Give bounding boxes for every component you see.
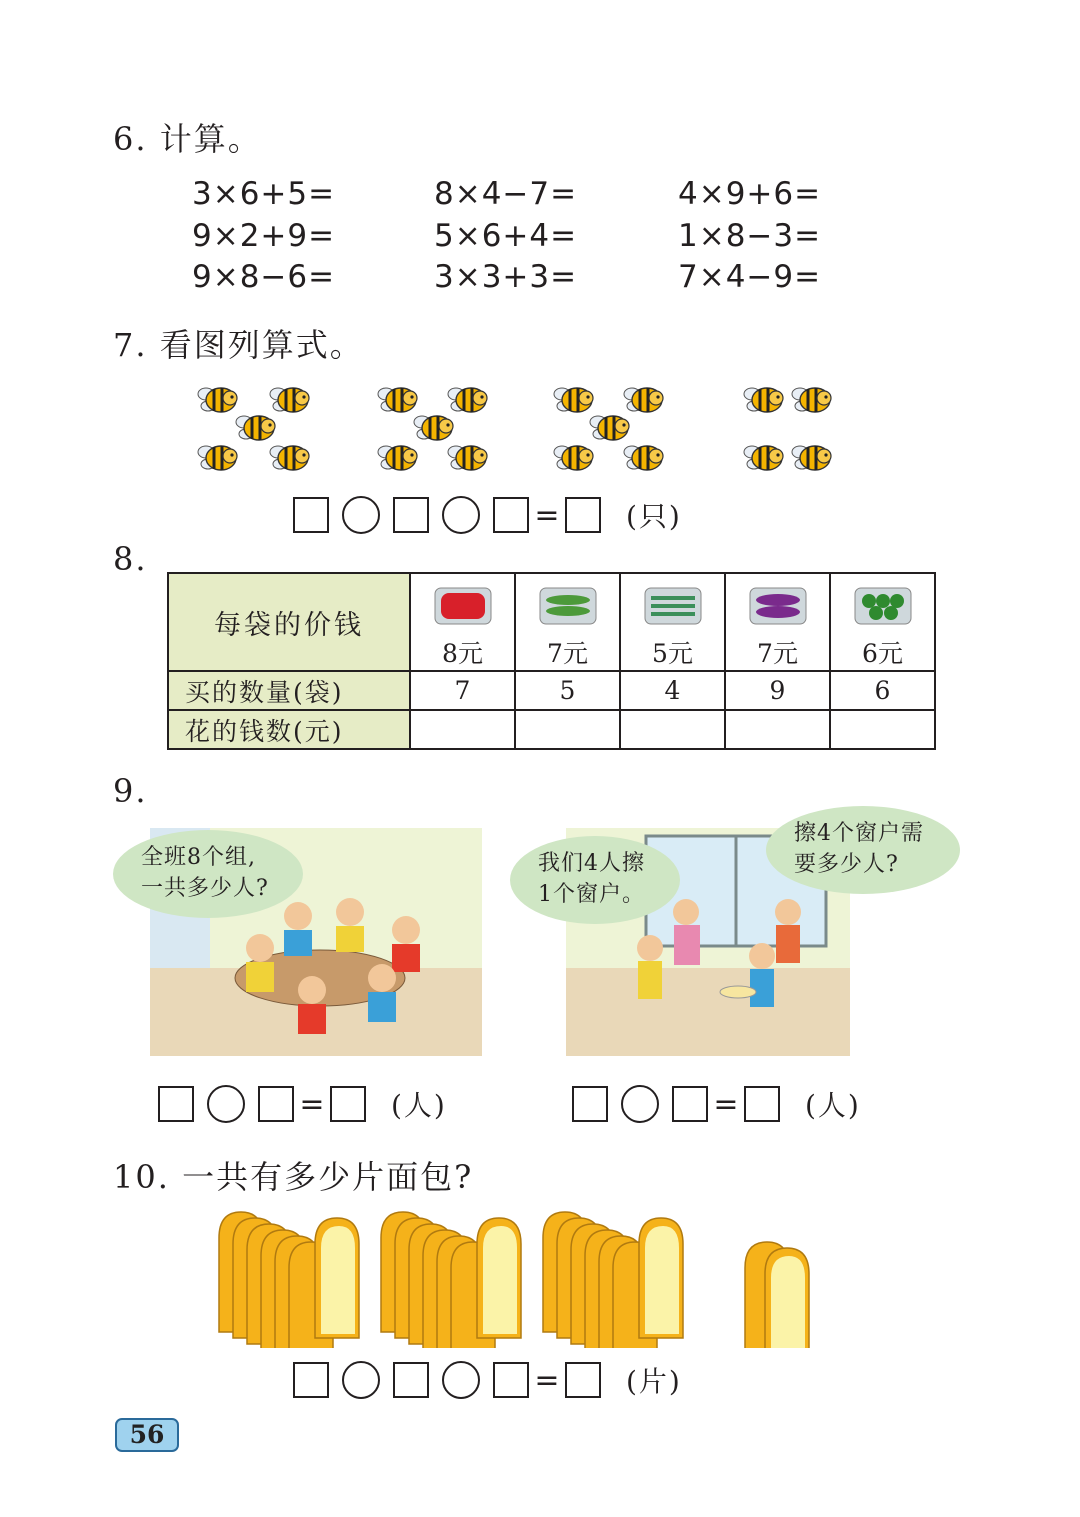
answer-cell[interactable] xyxy=(725,710,830,749)
q9-heading: 9. xyxy=(113,772,148,810)
row-header: 每袋的价钱 xyxy=(168,573,410,671)
q8-heading: 8. xyxy=(113,540,148,578)
bee-group-1 xyxy=(198,388,309,470)
bee-group-3 xyxy=(554,388,663,470)
bubble-line: 擦4个窗户需 xyxy=(794,821,924,846)
answer-cell[interactable] xyxy=(830,710,935,749)
expression: 9×2+9= xyxy=(192,218,336,254)
price-table xyxy=(167,572,936,750)
page-number: 56 xyxy=(115,1418,179,1452)
answer-cell[interactable] xyxy=(620,710,725,749)
q6-heading: 6. 计算。 xyxy=(113,120,262,158)
right-speech-bubble-1 xyxy=(510,836,680,924)
q9-left-answer-row xyxy=(158,1084,447,1124)
bread-group-1 xyxy=(219,1212,359,1348)
unit-label: (人) xyxy=(391,1089,447,1122)
answer-box[interactable] xyxy=(158,1086,194,1122)
item-price: 7元 xyxy=(757,639,798,668)
operator-circle[interactable] xyxy=(342,1361,380,1399)
quantity-cell: 6 xyxy=(830,671,935,710)
bread-group-3 xyxy=(543,1212,683,1348)
q9-right-answer-row xyxy=(572,1084,861,1124)
equals-sign: = xyxy=(534,1362,560,1398)
q7-heading: 7. 看图列算式。 xyxy=(113,326,364,364)
item-price: 7元 xyxy=(547,639,588,668)
q10-answer-row xyxy=(293,1360,682,1400)
right-speech-bubble-2 xyxy=(766,806,960,894)
bubble-line: 我们4人擦 xyxy=(538,851,645,876)
expression: 4×9+6= xyxy=(678,176,822,212)
green-pepper-bag-icon xyxy=(851,584,915,628)
answer-box[interactable] xyxy=(744,1086,780,1122)
unit-label: (人) xyxy=(805,1089,861,1122)
quantity-cell: 9 xyxy=(725,671,830,710)
unit-label: (片) xyxy=(626,1365,682,1398)
expression: 8×4−7= xyxy=(434,176,578,212)
bee-group-2 xyxy=(378,388,487,470)
quantity-cell: 4 xyxy=(620,671,725,710)
expression: 3×6+5= xyxy=(192,176,336,212)
row-header: 花的钱数(元) xyxy=(168,710,410,749)
answer-box[interactable] xyxy=(672,1086,708,1122)
expression: 1×8−3= xyxy=(678,218,822,254)
row-header: 买的数量(袋) xyxy=(168,671,410,710)
expression: 5×6+4= xyxy=(434,218,578,254)
answer-box[interactable] xyxy=(293,1362,329,1398)
table-row xyxy=(168,710,935,749)
operator-circle[interactable] xyxy=(442,1361,480,1399)
table-row xyxy=(168,671,935,710)
answer-box[interactable] xyxy=(258,1086,294,1122)
bubble-line: 一共多少人? xyxy=(141,876,269,901)
item-cell xyxy=(725,573,830,671)
operator-circle[interactable] xyxy=(442,496,480,534)
left-speech-bubble xyxy=(113,830,303,918)
red-vegetable-bag-icon xyxy=(431,584,495,628)
equals-sign: = xyxy=(713,1086,739,1122)
bread-group-2 xyxy=(381,1212,521,1348)
bread-group-4 xyxy=(745,1242,809,1348)
expression: 7×4−9= xyxy=(678,259,822,295)
answer-box[interactable] xyxy=(493,497,529,533)
quantity-cell: 5 xyxy=(515,671,620,710)
answer-box[interactable] xyxy=(493,1362,529,1398)
answer-box[interactable] xyxy=(572,1086,608,1122)
answer-cell[interactable] xyxy=(410,710,515,749)
bread-slices-illustration xyxy=(215,1208,815,1348)
operator-circle[interactable] xyxy=(621,1085,659,1123)
answer-box[interactable] xyxy=(565,497,601,533)
bubble-line: 全班8个组, xyxy=(141,845,256,870)
answer-box[interactable] xyxy=(565,1362,601,1398)
item-price: 8元 xyxy=(442,639,483,668)
unit-label: (只) xyxy=(626,500,682,533)
item-cell xyxy=(410,573,515,671)
green-onion-bag-icon xyxy=(641,584,705,628)
bubble-line: 要多少人? xyxy=(794,852,899,877)
bee-groups-illustration xyxy=(190,372,850,482)
equals-sign: = xyxy=(299,1086,325,1122)
expression: 9×8−6= xyxy=(192,259,336,295)
item-price: 6元 xyxy=(862,639,903,668)
cucumber-bag-icon xyxy=(536,584,600,628)
equals-sign: = xyxy=(534,497,560,533)
eggplant-bag-icon xyxy=(746,584,810,628)
answer-box[interactable] xyxy=(330,1086,366,1122)
item-cell xyxy=(515,573,620,671)
operator-circle[interactable] xyxy=(207,1085,245,1123)
answer-box[interactable] xyxy=(393,497,429,533)
item-price: 5元 xyxy=(652,639,693,668)
answer-cell[interactable] xyxy=(515,710,620,749)
answer-box[interactable] xyxy=(393,1362,429,1398)
item-cell xyxy=(830,573,935,671)
q7-answer-row xyxy=(293,495,682,535)
table-row xyxy=(168,573,935,671)
expression: 3×3+3= xyxy=(434,259,578,295)
operator-circle[interactable] xyxy=(342,496,380,534)
item-cell xyxy=(620,573,725,671)
quantity-cell: 7 xyxy=(410,671,515,710)
bee-group-4 xyxy=(744,388,831,470)
answer-box[interactable] xyxy=(293,497,329,533)
bubble-line: 1个窗户。 xyxy=(538,882,645,907)
q10-heading: 10. 一共有多少片面包? xyxy=(113,1158,474,1196)
